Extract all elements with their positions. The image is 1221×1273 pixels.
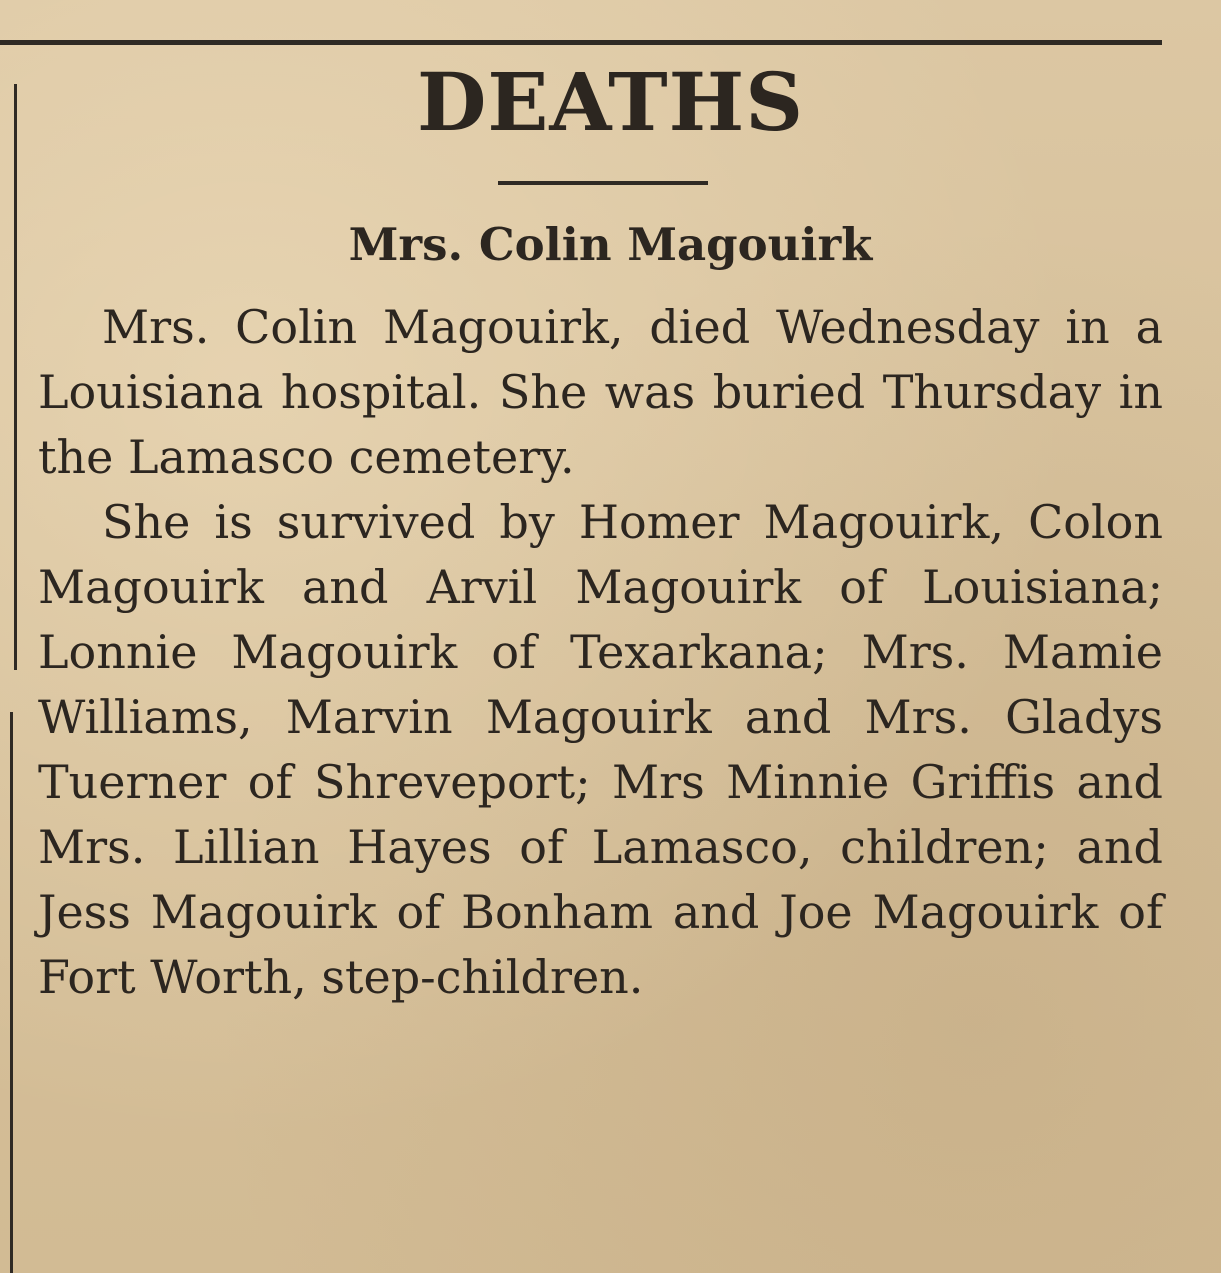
left-column-rule-lower [10, 712, 13, 1273]
top-column-rule [0, 40, 1162, 45]
heading-divider [498, 181, 708, 185]
article-title: Mrs. Colin Magouirk [348, 218, 873, 271]
section-heading: DEATHS [417, 55, 804, 149]
article-paragraph-2: She is survived by Homer Magouirk, Colon Magouirk and Arvil Magouirk of Louisiana; Lonnie Magouirk of Texarkana; Mrs. Mamie Williams, Marvin Magouirk and Mrs. Gladys Tuerner of Shreveport; Mrs Minnie Griffis and Mrs. Lillian Hayes of Lamasco, children; and Jess Magouirk of Bonham and Joe Magouirk of Fort Worth, step-children. [38, 495, 1163, 1004]
article-paragraph-1: Mrs. Colin Magouirk, died Wednesday in a Louisiana hospital. She was buried Thursday in the Lamasco cemetery. [38, 300, 1163, 484]
article-body [38, 295, 1163, 1010]
left-column-rule-upper [14, 84, 17, 670]
